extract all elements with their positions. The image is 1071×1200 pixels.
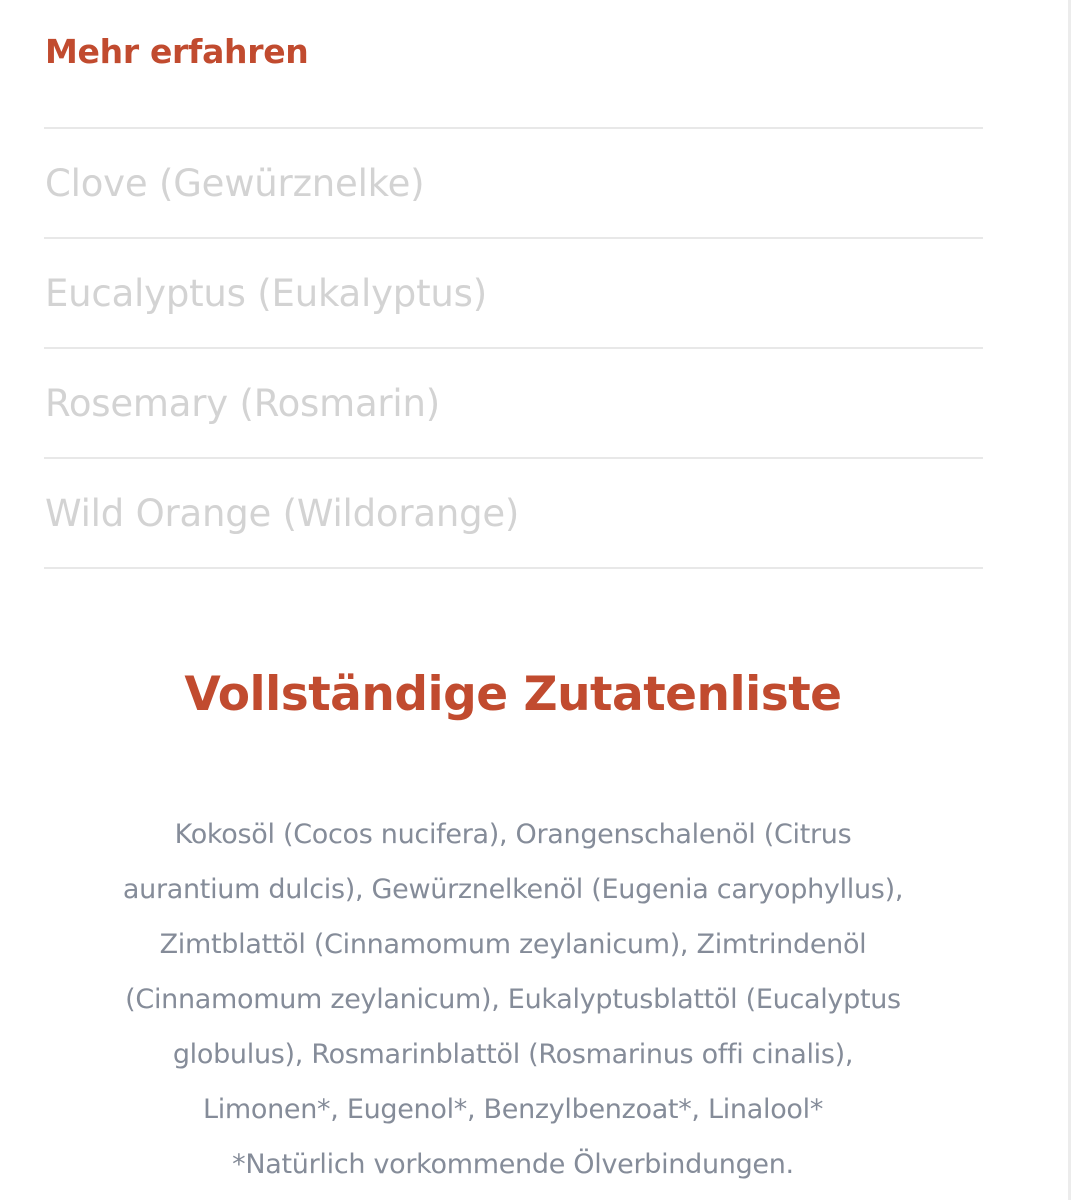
ingredients-line: (Cinnamomum zeylanicum), Eukalyptusblattöl (Eucalyptus bbox=[125, 984, 901, 1015]
oil-name: Wild Orange (Wildorange) bbox=[45, 491, 520, 535]
ingredients-line: Limonen*, Eugenol*, Benzylbenzoat*, Linalool* bbox=[202, 1094, 824, 1125]
essential-oil-list bbox=[44, 127, 983, 569]
ingredients-line: Zimtblattöl (Cinnamomum zeylanicum), Zimtrindenöl bbox=[159, 929, 867, 960]
oil-list-item-clove[interactable] bbox=[44, 129, 983, 239]
ingredients-footnote: *Natürlich vorkommende Ölverbindungen. bbox=[232, 1149, 794, 1180]
learn-more-link[interactable]: Mehr erfahren bbox=[45, 32, 309, 71]
oil-name: Rosemary (Rosmarin) bbox=[45, 381, 440, 425]
oil-list-item-wild-orange[interactable] bbox=[44, 459, 983, 569]
ingredients-list-text bbox=[55, 807, 971, 1192]
ingredients-line: aurantium dulcis), Gewürznelkenöl (Eugenia caryophyllus), bbox=[122, 874, 904, 905]
oil-list-item-rosemary[interactable] bbox=[44, 349, 983, 459]
oil-name: Eucalyptus (Eukalyptus) bbox=[45, 271, 487, 315]
oil-list-item-eucalyptus[interactable] bbox=[44, 239, 983, 349]
ingredients-line: globulus), Rosmarinblattöl (Rosmarinus offi cinalis), bbox=[172, 1039, 854, 1070]
ingredients-line: Kokosöl (Cocos nucifera), Orangenschalenöl (Citrus bbox=[174, 819, 852, 850]
oil-name: Clove (Gewürznelke) bbox=[45, 161, 425, 205]
ingredients-heading: Vollständige Zutatenliste bbox=[184, 667, 842, 722]
